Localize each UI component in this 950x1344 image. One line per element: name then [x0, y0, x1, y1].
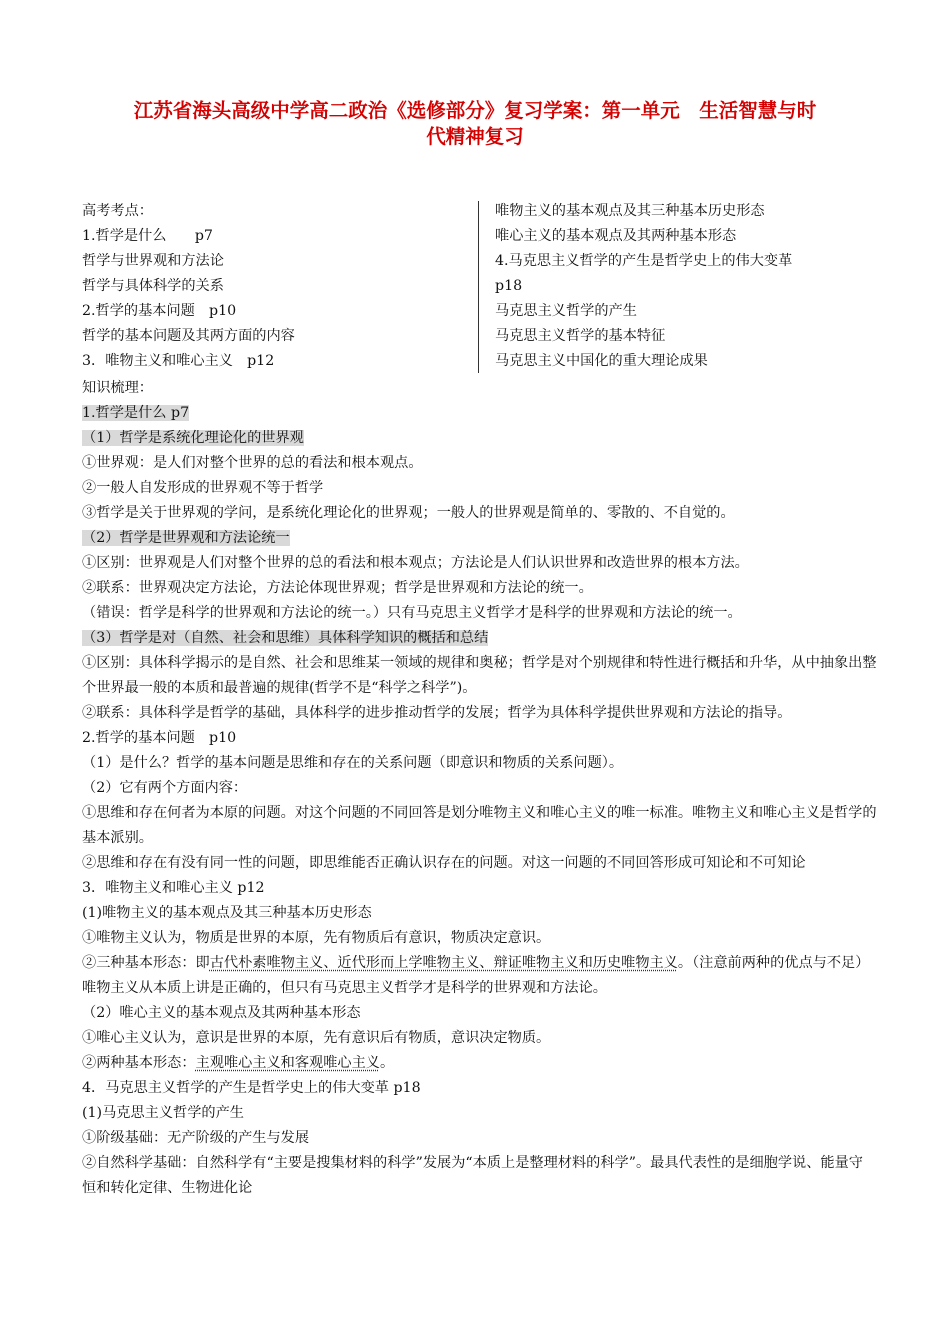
section-heading: 2.哲学的基本问题 p10: [82, 730, 237, 746]
exam-point: 唯物主义的基本观点及其三种基本历史形态: [495, 203, 765, 219]
paragraph: [82, 951, 877, 1001]
exam-point: 4.马克思主义哲学的产生是哲学史上的伟大变革: [495, 253, 793, 269]
paragraph: ①区别：世界观是人们对整个世界的总的看法和根本观点；方法论是人们认识世界和改造世界的根本方法。: [82, 555, 749, 571]
paragraph: [82, 1051, 877, 1076]
emphasized-text: 主观唯心主义和客观唯心主义: [195, 1055, 380, 1071]
paragraph: ②思维和存在有没有同一性的问题，即思维能否正确认识存在的问题。对这一问题的不同回答形成可知论和不可知论: [82, 855, 806, 871]
subsection-heading: [82, 526, 877, 551]
subsection-heading: [82, 626, 877, 651]
document-title: [70, 98, 880, 150]
emphasized-text: 古代朴素唯物主义、近代形而上学唯物主义、辩证唯物主义和历史唯物主义: [209, 955, 678, 971]
highlighted-heading: （2）哲学是世界观和方法论统一: [82, 530, 290, 546]
exam-point: p18: [495, 278, 523, 294]
exam-point: 哲学与具体科学的关系: [82, 278, 224, 294]
exam-points-section: [82, 199, 882, 377]
exam-point: 哲学的基本问题及其两方面的内容: [82, 328, 295, 344]
paragraph: ②联系：具体科学是哲学的基础，具体科学的进步推动哲学的发展；哲学为具体科学提供世界观和方法论的指导。: [82, 705, 792, 721]
subsection-heading: (1)唯物主义的基本观点及其三种基本历史形态: [82, 905, 372, 921]
section-label: 知识梳理：: [82, 380, 153, 396]
paragraph: ①区别：具体科学揭示的是自然、社会和思维某一领域的规律和奥秘；哲学是对个别规律和特性进行概括和升华，从中抽象出整个世界最一般的本质和最普遍的规律(哲学不是“科学之科学”)。: [82, 655, 877, 696]
subsection-heading: (1)马克思主义哲学的产生: [82, 1105, 244, 1121]
section-heading: [82, 401, 877, 426]
paragraph: （错误：哲学是科学的世界观和方法论的统一。）只有马克思主义哲学才是科学的世界观和方法论的统一。: [82, 605, 742, 621]
exam-point: 3．唯物主义和唯心主义 p12: [82, 353, 275, 369]
paragraph: ①阶级基础：无产阶级的产生与发展: [82, 1130, 310, 1146]
exam-point: 马克思主义中国化的重大理论成果: [495, 353, 708, 369]
paragraph: （2）它有两个方面内容：: [82, 780, 248, 796]
exam-point: 马克思主义哲学的基本特征: [495, 328, 666, 344]
text-run: 。: [379, 1055, 395, 1071]
paragraph: ①世界观：是人们对整个世界的总的看法和根本观点。: [82, 455, 423, 471]
column-divider: [478, 201, 479, 373]
highlighted-heading: （1）哲学是系统化理论化的世界观: [82, 430, 304, 446]
paragraph: ①思维和存在何者为本原的问题。对这个问题的不同回答是划分唯物主义和唯心主义的唯一标准。唯物主义和唯心主义是哲学的基本派别。: [82, 805, 877, 846]
exam-point: 哲学与世界观和方法论: [82, 253, 224, 269]
section-heading: 3．唯物主义和唯心主义 p12: [82, 880, 265, 896]
subsection-heading: （2）唯心主义的基本观点及其两种基本形态: [82, 1005, 361, 1021]
section-heading: 4．马克思主义哲学的产生是哲学史上的伟大变革 p18: [82, 1080, 421, 1096]
paragraph: （1）是什么？哲学的基本问题是思维和存在的关系问题（即意识和物质的关系问题）。: [82, 755, 624, 771]
title-line-1: 江苏省海头高级中学高二政治《选修部分》复习学案：第一单元 生活智慧与时: [133, 99, 817, 122]
text-run: 。（注意前两种的优点与不足）唯物主义从本质上讲是正确的，但只有马克思主义哲学才是科学的世界观和方法论。: [82, 955, 870, 996]
exam-point: 马克思主义哲学的产生: [495, 303, 637, 319]
highlighted-heading: （3）哲学是对（自然、社会和思维）具体科学知识的概括和总结: [82, 630, 489, 646]
text-run: ②两种基本形态：: [82, 1055, 196, 1071]
exam-point: 高考考点：: [82, 203, 153, 219]
paragraph: ②自然科学基础：自然科学有“主要是搜集材料的科学”发展为“本质上是整理材料的科学”。最具代表性的是细胞学说、能量守恒和转化定律、生物进化论: [82, 1155, 863, 1196]
knowledge-review-section: [82, 376, 877, 1201]
exam-point: 2.哲学的基本问题 p10: [82, 303, 237, 319]
paragraph: ②一般人自发形成的世界观不等于哲学: [82, 480, 324, 496]
title-line-2: 代精神复习: [426, 125, 524, 148]
exam-point: 1.哲学是什么 p7: [82, 228, 213, 244]
text-run: ②三种基本形态：即: [82, 955, 210, 971]
highlighted-heading: 1.哲学是什么 p7: [82, 405, 190, 421]
subsection-heading: [82, 426, 877, 451]
paragraph: ③哲学是关于世界观的学问，是系统化理论化的世界观；一般人的世界观是简单的、零散的、不自觉的。: [82, 505, 735, 521]
exam-points-left-column: [82, 199, 472, 374]
exam-points-right-column: [495, 199, 885, 374]
exam-point: 唯心主义的基本观点及其两种基本形态: [495, 228, 737, 244]
paragraph: ①唯物主义认为，物质是世界的本原，先有物质后有意识，物质决定意识。: [82, 930, 551, 946]
paragraph: ②联系：世界观决定方法论，方法论体现世界观；哲学是世界观和方法论的统一。: [82, 580, 593, 596]
paragraph: ①唯心主义认为，意识是世界的本原，先有意识后有物质，意识决定物质。: [82, 1030, 551, 1046]
